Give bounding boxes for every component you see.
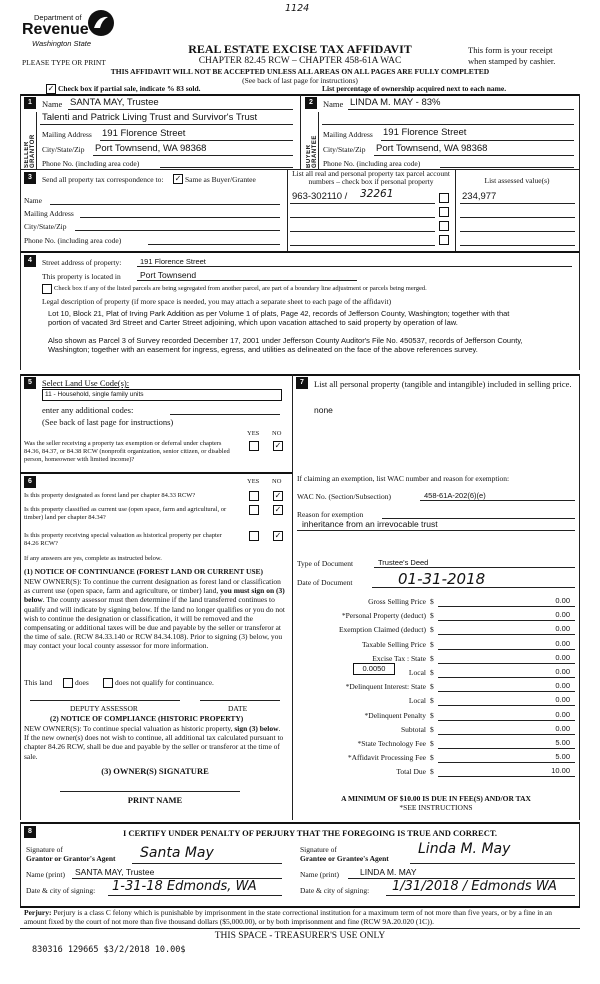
- land-use-code-field[interactable]: 11 - Household, single family units: [42, 389, 282, 401]
- section-4-badge: 4: [24, 255, 36, 267]
- street-address-label: Street address of property:: [42, 258, 122, 267]
- current-use-question: Is this property classified as current use (open space, farm and agricultural, or timber) land per chapter 84.34?: [24, 506, 227, 521]
- local-rate-field[interactable]: 0.0050: [353, 663, 395, 675]
- grantor-signature: Santa May: [140, 845, 214, 861]
- calc-row-dollar: $: [430, 711, 434, 720]
- grantee-sig-label-1: Signature of: [300, 845, 337, 854]
- calc-row-label: Subtotal: [400, 725, 426, 734]
- land-does-not-checkbox[interactable]: [103, 678, 113, 688]
- section-2-badge: 2: [305, 97, 317, 109]
- calc-row-value: 0.00: [555, 624, 570, 633]
- current-use-yes-checkbox[interactable]: [249, 505, 259, 515]
- continuance-bold: you must sign on (3) below: [24, 586, 285, 605]
- s5-yes-checkbox[interactable]: [249, 441, 259, 451]
- seller-side-label: SELLER GRANTOR: [24, 134, 36, 168]
- calc-row-dollar: $: [430, 640, 434, 649]
- calc-row-label: Gross Selling Price: [368, 597, 426, 606]
- assessed-header: List assessed value(s): [484, 176, 550, 185]
- certify-statement: I CERTIFY UNDER PENALTY OF PERJURY THAT THE FOREGOING IS TRUE AND CORRECT.: [122, 828, 497, 838]
- dept-line2: Revenue: [22, 21, 89, 38]
- calc-row-value: 0.00: [555, 639, 570, 648]
- compliance-text-a: NEW OWNER(S): To continue special valuation as historic property,: [24, 724, 233, 733]
- legal-description-label: Legal description of property (if more space is needed, you may attach a separate sheet to each page of the affidavit): [42, 297, 392, 306]
- calc-row-label: Local: [408, 696, 426, 705]
- land-does-checkbox[interactable]: [63, 678, 73, 688]
- calc-row-line: [438, 663, 575, 664]
- exemption-question: Was the seller receiving a property tax exemption or deferral under chapters 84.36, 84.37, or 84.38 RCW (nonprofit organization, senior citizen, or disabled person, homeowner with limited income)?: [24, 440, 230, 463]
- calc-row-value: 0.00: [555, 610, 570, 619]
- list-percentage-label: List percentage of ownership acquired next to each name.: [322, 84, 507, 93]
- claim-exemption-label: If claiming an exemption, list WAC number and reason for exemption:: [297, 474, 510, 483]
- calc-row-label: *Affidavit Processing Fee: [347, 753, 426, 762]
- this-land-label: This land: [24, 678, 53, 687]
- calc-row-value: 0.00: [555, 653, 570, 662]
- print-name-label: PRINT NAME: [127, 795, 183, 805]
- calc-row-label: Taxable Selling Price: [361, 640, 426, 649]
- parcel-personal-checkbox-2[interactable]: [439, 207, 449, 217]
- calc-row-label: Local: [408, 668, 426, 677]
- wac-label: WAC No. (Section/Subsection): [297, 492, 391, 501]
- calc-row-line: [438, 748, 575, 749]
- buyer-city: Port Townsend, WA 98368: [376, 143, 488, 154]
- grantor-name: SANTA MAY, Trustee: [75, 867, 155, 877]
- section-8-badge: 8: [24, 826, 36, 838]
- doc-type-value: Trustee's Deed: [378, 558, 429, 567]
- s3-mailing-label: Mailing Address: [24, 209, 74, 218]
- s3-name-label: Name: [24, 196, 42, 205]
- minimum-due-note: A MINIMUM OF $10.00 IS DUE IN FEE(S) AND/OR TAX: [341, 794, 531, 803]
- seller-name: SANTA MAY, Trustee: [70, 97, 159, 108]
- current-use-no-checkbox[interactable]: ✓: [274, 505, 282, 514]
- see-back-line: (See back of last page for instructions): [242, 76, 358, 85]
- land-does-not-label: does not qualify for continuance.: [115, 678, 214, 687]
- page-title: REAL ESTATE EXCISE TAX AFFIDAVIT: [188, 42, 412, 56]
- calc-row-dollar: $: [430, 696, 434, 705]
- continuance-text-b: . The county assessor must then determine if the land transferred continues to qualify and will indicate by signing below. If the land no longer qualifies or you do not wish to continue the designation or classification, it will be removed and the compensating or additional taxes will be due and payable by the seller or transferor at the time of sale. (RCW 84.33.140 or RCW 84.34.108). Prior to signing (3) below, you may contact your local county assessor for more information.: [24, 595, 285, 651]
- continuance-title: (1) NOTICE OF CONTINUANCE (FOREST LAND OR CURRENT USE): [24, 567, 264, 576]
- calc-row-dollar: $: [430, 739, 434, 748]
- s5-no-checkbox[interactable]: ✓: [274, 441, 282, 450]
- parcel-typed: 963-302110 /: [292, 191, 348, 202]
- send-correspondence-label: Send all property tax correspondence to:: [42, 175, 164, 184]
- please-type: PLEASE TYPE OR PRINT: [22, 58, 106, 67]
- forest-question: Is this property designated as forest land per chapter 84.33 RCW?: [24, 492, 196, 499]
- seller-name-label: Name: [42, 99, 63, 109]
- calc-row-dollar: $: [430, 625, 434, 634]
- forest-no-checkbox[interactable]: ✓: [274, 491, 282, 500]
- section-6-badge: 6: [24, 476, 36, 488]
- chapter-line: CHAPTER 82.45 RCW – CHAPTER 458-61A WAC: [198, 56, 402, 66]
- calc-row-dollar: $: [430, 753, 434, 762]
- calc-row-line: [438, 776, 575, 777]
- calc-row-line: [438, 606, 575, 607]
- perjury-text: Perjury is a class C felony which is punishable by imprisonment in the state correctional institution for a maximum term of not more than five years, or by a fine in an amount fixed by the court of not more than five thousand dollars ($5,000.00), or by both imprisonment and fine (RCW 9A.20.020 (1C)).: [24, 908, 552, 926]
- grantee-date-label: Date & city of signing:: [300, 886, 370, 895]
- s5-no-header: NO: [272, 430, 282, 437]
- calc-row-value: 0.00: [555, 596, 570, 605]
- calc-row-line: [438, 734, 575, 735]
- wac-value: 458-61A-202(6)(e): [424, 491, 486, 500]
- grantor-sig-label-2: Grantor or Grantor's Agent: [26, 854, 116, 863]
- located-in: Port Townsend: [140, 270, 197, 280]
- seller-name-line2: Talenti and Patrick Living Trust and Survivor's Trust: [42, 112, 258, 123]
- reason-label: Reason for exemption: [297, 510, 364, 519]
- s6-no-header: NO: [272, 478, 282, 485]
- calc-row-label: Excise Tax : State: [372, 654, 426, 663]
- calc-row-line: [438, 705, 575, 706]
- grantor-date: 1-31-18 Edmonds, WA: [112, 879, 257, 894]
- calc-row-label: Total Due: [396, 767, 426, 776]
- buyer-name: LINDA M. MAY - 83%: [350, 97, 441, 108]
- deputy-assessor-label: DEPUTY ASSESSOR: [70, 704, 138, 713]
- s5-yes-header: YES: [247, 430, 260, 437]
- calc-row-dollar: $: [430, 668, 434, 677]
- treasurer-use-only: THIS SPACE - TREASURER'S USE ONLY: [214, 931, 386, 941]
- if-any-yes: If any answers are yes, complete as instructed below.: [24, 555, 162, 562]
- segregated-label: Check box if any of the listed parcels are being segregated from another parcel, are part of a boundary line adjustment or parcels being merged.: [54, 285, 427, 292]
- calc-row-line: [438, 762, 575, 763]
- compliance-text: [24, 724, 286, 761]
- calc-row-line: [438, 677, 575, 678]
- buyer-name-label: Name: [323, 99, 344, 109]
- see-instructions: *SEE INSTRUCTIONS: [399, 803, 473, 812]
- seller-city: Port Townsend, WA 98368: [95, 143, 207, 154]
- calc-row-line: [438, 634, 575, 635]
- receipt-note-2: when stamped by cashier.: [468, 56, 556, 66]
- compliance-bold: sign (3) below: [234, 724, 279, 733]
- warning-line: THIS AFFIDAVIT WILL NOT BE ACCEPTED UNLESS ALL AREAS ON ALL PAGES ARE FULLY COMPLETED: [110, 67, 490, 76]
- s6-yes-header: YES: [247, 478, 260, 485]
- calc-row-value: 5.00: [555, 738, 570, 747]
- parcel-handwritten: 32261: [360, 188, 394, 200]
- personal-property-label: List all personal property (tangible and intangible) included in selling price.: [314, 379, 572, 389]
- street-address: 191 Florence Street: [140, 257, 206, 266]
- perjury-note: [24, 908, 576, 926]
- parcel-personal-checkbox-1[interactable]: [439, 193, 449, 203]
- calc-row-dollar: $: [430, 597, 434, 606]
- grantor-sig-label-1: Signature of: [26, 845, 63, 854]
- calc-row-value: 0.00: [555, 667, 570, 676]
- parcel-header: List all real and personal property tax parcel account numbers – check box if personal property: [292, 169, 450, 186]
- dept-line3: Washington State: [32, 39, 92, 48]
- calc-row-value: 10.00: [551, 766, 570, 775]
- grantee-date: 1/31/2018 / Edmonds WA: [392, 879, 557, 894]
- historic-question: Is this property receiving special valuation as historical property per chapter 84.26 RCW?: [24, 532, 222, 547]
- calc-row-dollar: $: [430, 767, 434, 776]
- doc-type-label: Type of Document: [297, 559, 354, 568]
- located-in-label: This property is located in: [42, 272, 121, 281]
- seller-phone-label: Phone No. (including area code): [42, 159, 140, 168]
- calc-row-line: [438, 649, 575, 650]
- grantor-name-label: Name (print): [26, 870, 65, 879]
- historic-no-checkbox[interactable]: ✓: [274, 531, 282, 540]
- calc-row-line: [438, 620, 575, 621]
- partial-sale-checkbox[interactable]: ✓: [47, 84, 55, 93]
- section-1-badge: 1: [24, 97, 36, 109]
- section-5-badge: 5: [24, 377, 36, 389]
- calc-row-label: *Personal Property (deduct): [341, 611, 426, 620]
- calc-row-value: 0.00: [555, 724, 570, 733]
- calc-row-value: 0.00: [555, 710, 570, 719]
- calc-row-dollar: $: [430, 725, 434, 734]
- seller-mailing: 191 Florence Street: [102, 128, 186, 139]
- calc-row-label: *Delinquent Penalty: [364, 711, 426, 720]
- calc-row-label: *Delinquent Interest: State: [345, 682, 426, 691]
- same-as-buyer-checkbox[interactable]: ✓: [174, 174, 182, 183]
- doc-date-value: 01-31-2018: [398, 570, 486, 588]
- grantor-date-label: Date & city of signing:: [26, 886, 96, 895]
- calc-row-label: Exemption Claimed (deduct): [338, 625, 426, 634]
- calc-row-line: [438, 720, 575, 721]
- s3-phone-label: Phone No. (including area code): [24, 236, 122, 245]
- buyer-side-label: BUYER GRANTEE: [306, 135, 318, 168]
- dor-logo-icon: [86, 8, 116, 38]
- historic-yes-checkbox[interactable]: [249, 531, 259, 541]
- land-use-label: Select Land Use Code(s):: [42, 378, 130, 388]
- section-7-badge: 7: [296, 377, 308, 389]
- parcel-personal-checkbox-3[interactable]: [439, 221, 449, 231]
- legal-description-2: Also shown as Parcel 3 of Survey recorded December 17, 2001 under Jefferson County Auditor's File No. 450537, records of Jefferson County, Washington; together with an easement for ingress, egress, and utilities as delineated on the face of the above references survey.: [48, 336, 523, 354]
- calc-row-dollar: $: [430, 611, 434, 620]
- receipt-line: 830316 129665 $3/2/2018 10.00$: [32, 945, 186, 955]
- grantee-signature: Linda M. May: [418, 841, 511, 857]
- personal-property-value: none: [314, 405, 333, 415]
- grantee-name: LINDA M. MAY: [360, 867, 417, 877]
- calc-row-dollar: $: [430, 682, 434, 691]
- receipt-note-1: This form is your receipt: [468, 45, 553, 55]
- legal-description-1: Lot 10, Block 21, Plat of Irving Park Addition as per Volume 1 of plats, Page 42, records of Jefferson County, Washington; together with that portion of vacated 3rd Street and Carter Street adjoining, which upon vacation attached to said property by operation of law.: [48, 309, 510, 327]
- section-3-badge: 3: [24, 172, 36, 184]
- s5-see-back: (See back of last page for instructions): [42, 417, 174, 427]
- buyer-phone-label: Phone No. (including area code): [323, 159, 421, 168]
- owner-signature-label: (3) OWNER(S) SIGNATURE: [101, 766, 209, 776]
- forest-yes-checkbox[interactable]: [249, 491, 259, 501]
- grantee-sig-label-2: Grantee or Grantee's Agent: [300, 854, 389, 863]
- assessor-date-label: DATE: [228, 704, 248, 713]
- parcel-personal-checkbox-4[interactable]: [439, 235, 449, 245]
- continuance-text-a: NEW OWNER(S): To continue the current designation as forest land or classification as current use (open space, farm and agriculture, or timber) land,: [24, 577, 281, 596]
- dept-line1: Department of: [34, 13, 82, 22]
- buyer-city-label: City/State/Zip: [323, 145, 366, 154]
- s3-city-label: City/State/Zip: [24, 222, 67, 231]
- reason-value: inheritance from an irrevocable trust: [302, 519, 438, 529]
- calc-row-value: 0.00: [555, 695, 570, 704]
- segregated-checkbox[interactable]: [42, 284, 52, 294]
- land-does-label: does: [75, 678, 89, 687]
- continuance-text: [24, 577, 286, 651]
- partial-sale-label: Check box if partial sale, indicate % 83 sold.: [58, 84, 201, 93]
- grantee-name-label: Name (print): [300, 870, 339, 879]
- compliance-title: (2) NOTICE OF COMPLIANCE (HISTORIC PROPERTY): [50, 714, 244, 723]
- dor-logo: [22, 8, 122, 52]
- calc-row-dollar: $: [430, 654, 434, 663]
- calc-row-value: 0.00: [555, 681, 570, 690]
- calc-row-label: *State Technology Fee: [357, 739, 426, 748]
- perjury-bold: Perjury:: [24, 908, 52, 917]
- calc-row-value: 5.00: [555, 752, 570, 761]
- buyer-mailing-label: Mailing Address: [323, 130, 373, 139]
- assessed-value: 234,977: [462, 191, 497, 202]
- stamp-number: 1124: [285, 3, 310, 14]
- calc-row-line: [438, 691, 575, 692]
- seller-mailing-label: Mailing Address: [42, 130, 92, 139]
- compliance-text-b: . If the new owner(s) does not wish to continue, all additional tax calculated pursuant to chapter 84.26 RCW, shall be due and payable by the seller or transferor at the time of sale.: [24, 724, 284, 761]
- same-as-buyer-label: Same as Buyer/Grantee: [185, 175, 256, 184]
- buyer-mailing: 191 Florence Street: [383, 127, 467, 138]
- additional-codes-label: enter any additional codes:: [42, 405, 134, 415]
- seller-city-label: City/State/Zip: [42, 145, 85, 154]
- doc-date-label: Date of Document: [297, 578, 353, 587]
